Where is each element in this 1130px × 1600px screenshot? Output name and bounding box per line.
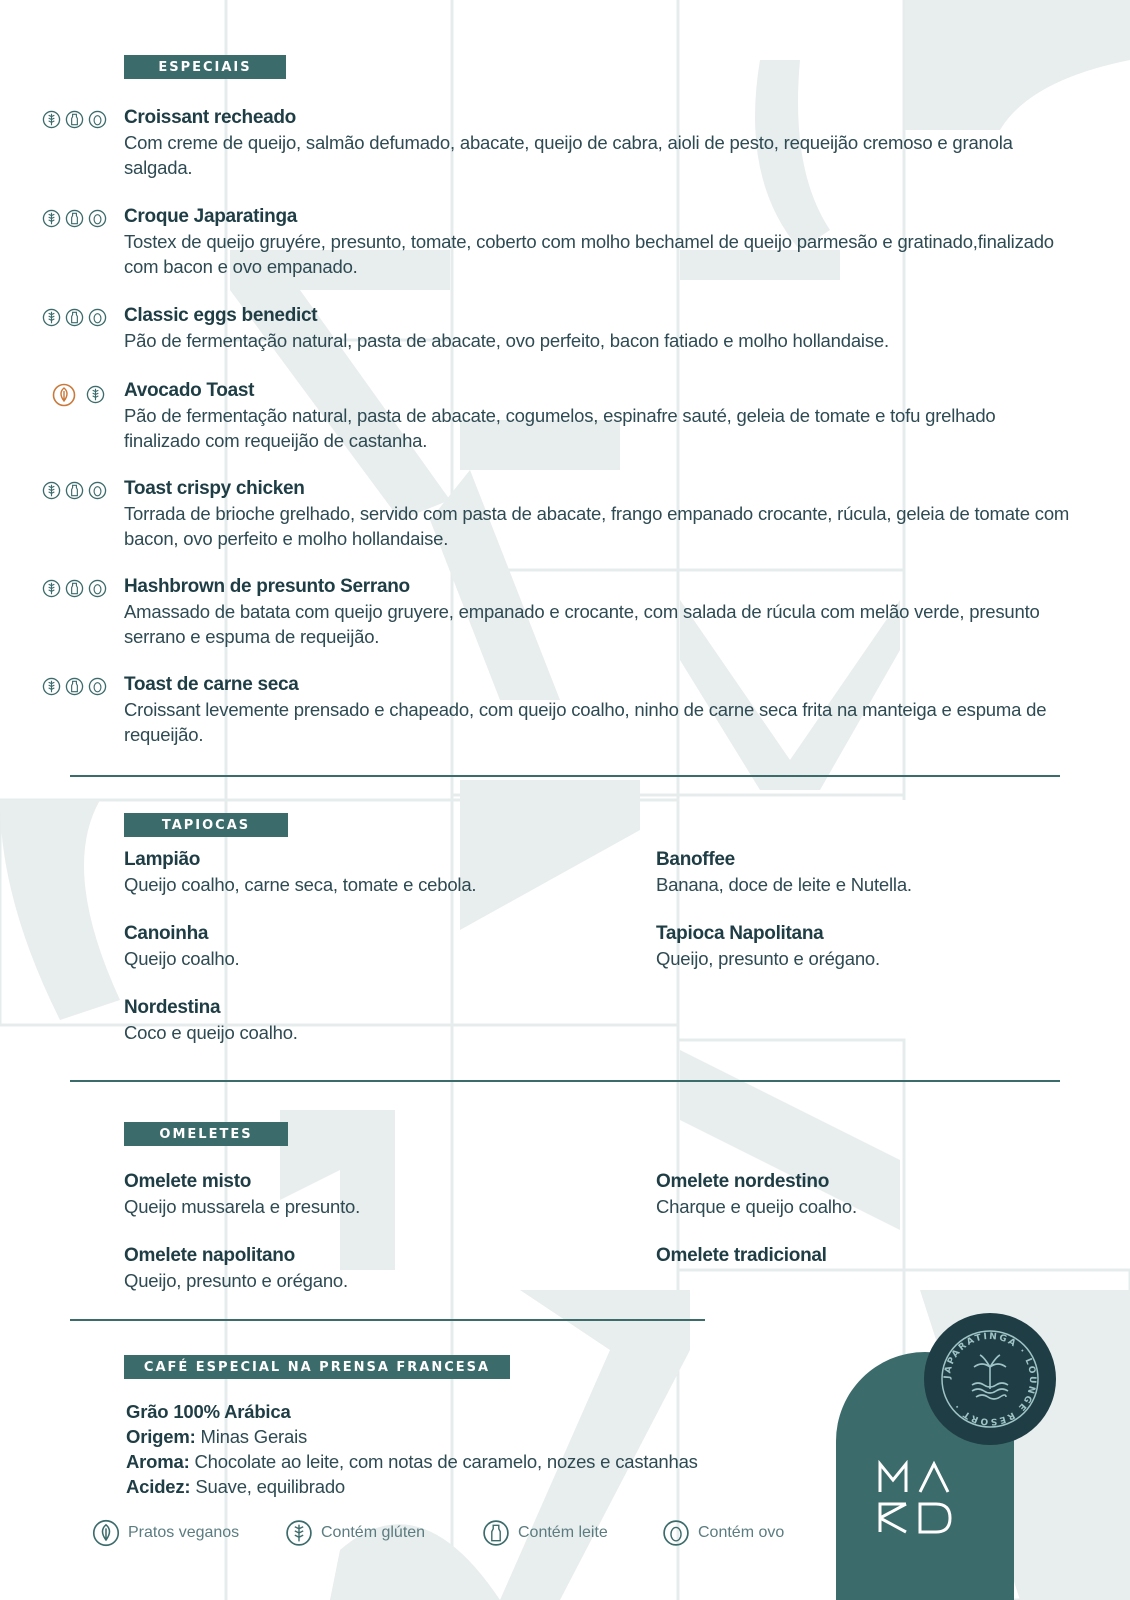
egg-icon: [88, 579, 107, 598]
section-label-cafe: CAFÉ ESPECIAL NA PRENSA FRANCESA: [124, 1355, 510, 1379]
egg-icon: [88, 308, 107, 327]
menu-item: [124, 477, 1074, 551]
aroma-value: Chocolate ao leite, com notas de caramelo, nozes e castanhas: [194, 1451, 698, 1472]
menu-item: [124, 922, 584, 971]
item-name: Croissant recheado: [124, 107, 296, 128]
maka-logo-icon: [878, 1460, 960, 1536]
milk-icon: [65, 209, 84, 228]
item-name: Classic eggs benedict: [124, 305, 318, 326]
egg-icon: [88, 481, 107, 500]
item-name: Hashbrown de presunto Serrano: [124, 576, 410, 597]
allergen-icons: [42, 481, 107, 500]
menu-item: [124, 1244, 584, 1293]
menu-item: [124, 106, 1074, 180]
allergen-icons: [42, 110, 107, 129]
item-description: Queijo coalho, carne seca, tomate e cebola.: [124, 874, 477, 895]
item-description: Tostex de queijo gruyére, presunto, tomate, coberto com molho bechamel de queijo parmesão e gratinado,finalizado com bacon e ovo empanado.: [124, 231, 1054, 277]
allergen-icons: [42, 677, 107, 696]
section-label-especiais: ESPECIAIS: [124, 55, 286, 79]
gluten-icon: [285, 1519, 313, 1547]
item-description: Pão de fermentação natural, pasta de abacate, cogumelos, espinafre sauté, geleia de tomate e tofu grelhado finalizado com requeijão de castanha.: [124, 405, 996, 451]
menu-item: [124, 575, 1074, 649]
item-name: Omelete tradicional: [656, 1245, 827, 1266]
section-divider: [70, 775, 1060, 777]
coffee-grain-text: Grão 100% Arábica: [126, 1401, 291, 1422]
gluten-icon: [42, 481, 61, 500]
menu-item: [124, 996, 584, 1045]
badge-text: JAPARATINGA · LOUNGE RESORT ·: [942, 1331, 1038, 1427]
vegan-icon: [92, 1519, 120, 1547]
menu-item: [656, 1244, 1116, 1268]
coffee-grain: [126, 1400, 291, 1424]
egg-icon: [88, 110, 107, 129]
origin-value: Minas Gerais: [200, 1426, 308, 1447]
item-description: Com creme de queijo, salmão defumado, abacate, queijo de cabra, aioli de pesto, requeijão cremoso e granola salgada.: [124, 132, 1013, 178]
milk-icon: [65, 579, 84, 598]
menu-item: [124, 673, 1074, 747]
legend-gluten-label: Contém glúten: [321, 1524, 426, 1541]
gluten-icon: [42, 308, 61, 327]
acidity-label: Acidez:: [126, 1476, 191, 1497]
item-name: Croque Japaratinga: [124, 206, 298, 227]
allergen-icons: [42, 308, 107, 327]
section-label-omeletes: OMELETES: [124, 1122, 288, 1146]
origin-label: Origem:: [126, 1426, 196, 1447]
legend-milk-label: Contém leite: [518, 1524, 608, 1541]
egg-icon: [88, 209, 107, 228]
legend-vegan: [92, 1519, 239, 1547]
palm-wave-icon: [924, 1313, 1056, 1445]
aroma-label: Aroma:: [126, 1451, 190, 1472]
allergen-icons: [52, 383, 105, 407]
gluten-icon: [42, 579, 61, 598]
gluten-icon: [42, 209, 61, 228]
section-label-tapiocas: TAPIOCAS: [124, 813, 288, 837]
item-description: Charque e queijo coalho.: [656, 1196, 857, 1217]
legend-milk: [482, 1519, 608, 1547]
item-name: Omelete napolitano: [124, 1245, 295, 1266]
coffee-aroma: [126, 1450, 698, 1474]
item-description: Queijo, presunto e orégano.: [124, 1270, 348, 1291]
menu-item: [656, 922, 1116, 971]
legend-gluten: [285, 1519, 425, 1547]
item-description: Queijo coalho.: [124, 948, 240, 969]
coffee-origin: [126, 1425, 307, 1449]
menu-item: [124, 848, 584, 897]
menu-item: [124, 379, 1074, 453]
item-description: Amassado de batata com queijo gruyere, empanado e crocante, com salada de rúcula com melão verde, presunto serrano e espuma de requeijão.: [124, 601, 1040, 647]
legend-egg: [662, 1519, 784, 1547]
item-name: Toast crispy chicken: [124, 478, 305, 499]
milk-icon: [65, 481, 84, 500]
gluten-icon: [42, 677, 61, 696]
resort-badge: [924, 1313, 1056, 1445]
milk-icon: [65, 110, 84, 129]
legend-vegan-label: Pratos veganos: [128, 1524, 240, 1541]
item-description: Torrada de brioche grelhado, servido com pasta de abacate, frango empanado crocante, rúcula, geleia de tomate com bacon, ovo perfeito e molho hollandaise.: [124, 503, 1070, 549]
item-name: Banoffee: [656, 849, 735, 870]
menu-item: [656, 1170, 1116, 1219]
item-name: Toast de carne seca: [124, 674, 299, 695]
menu-item: [124, 1170, 584, 1219]
acidity-value: Suave, equilibrado: [195, 1476, 345, 1497]
item-name: Nordestina: [124, 997, 221, 1018]
gluten-icon: [86, 385, 105, 404]
allergen-icons: [42, 579, 107, 598]
item-name: Canoinha: [124, 923, 209, 944]
menu-item: [124, 205, 1074, 279]
section-divider: [70, 1080, 1060, 1082]
milk-icon: [65, 677, 84, 696]
egg-icon: [88, 677, 107, 696]
item-name: Omelete nordestino: [656, 1171, 830, 1192]
item-name: Tapioca Napolitana: [656, 923, 824, 944]
item-description: Coco e queijo coalho.: [124, 1022, 298, 1043]
allergen-icons: [42, 209, 107, 228]
gluten-icon: [42, 110, 61, 129]
menu-item: [656, 848, 1116, 897]
section-divider: [70, 1319, 705, 1321]
item-name: Lampião: [124, 849, 201, 870]
legend-egg-label: Contém ovo: [698, 1524, 785, 1541]
milk-icon: [482, 1519, 510, 1547]
vegan-icon: [52, 383, 76, 407]
item-description: Croissant levemente prensado e chapeado, com queijo coalho, ninho de carne seca frita na manteiga e espuma de requeijão.: [124, 699, 1047, 745]
item-description: Pão de fermentação natural, pasta de abacate, ovo perfeito, bacon fatiado e molho hollandaise.: [124, 330, 889, 351]
menu-item: [124, 304, 1074, 353]
egg-icon: [662, 1519, 690, 1547]
item-name: Omelete misto: [124, 1171, 252, 1192]
item-description: Banana, doce de leite e Nutella.: [656, 874, 912, 895]
coffee-acidity: [126, 1475, 345, 1499]
milk-icon: [65, 308, 84, 327]
item-description: Queijo, presunto e orégano.: [656, 948, 880, 969]
item-name: Avocado Toast: [124, 380, 255, 401]
item-description: Queijo mussarela e presunto.: [124, 1196, 361, 1217]
